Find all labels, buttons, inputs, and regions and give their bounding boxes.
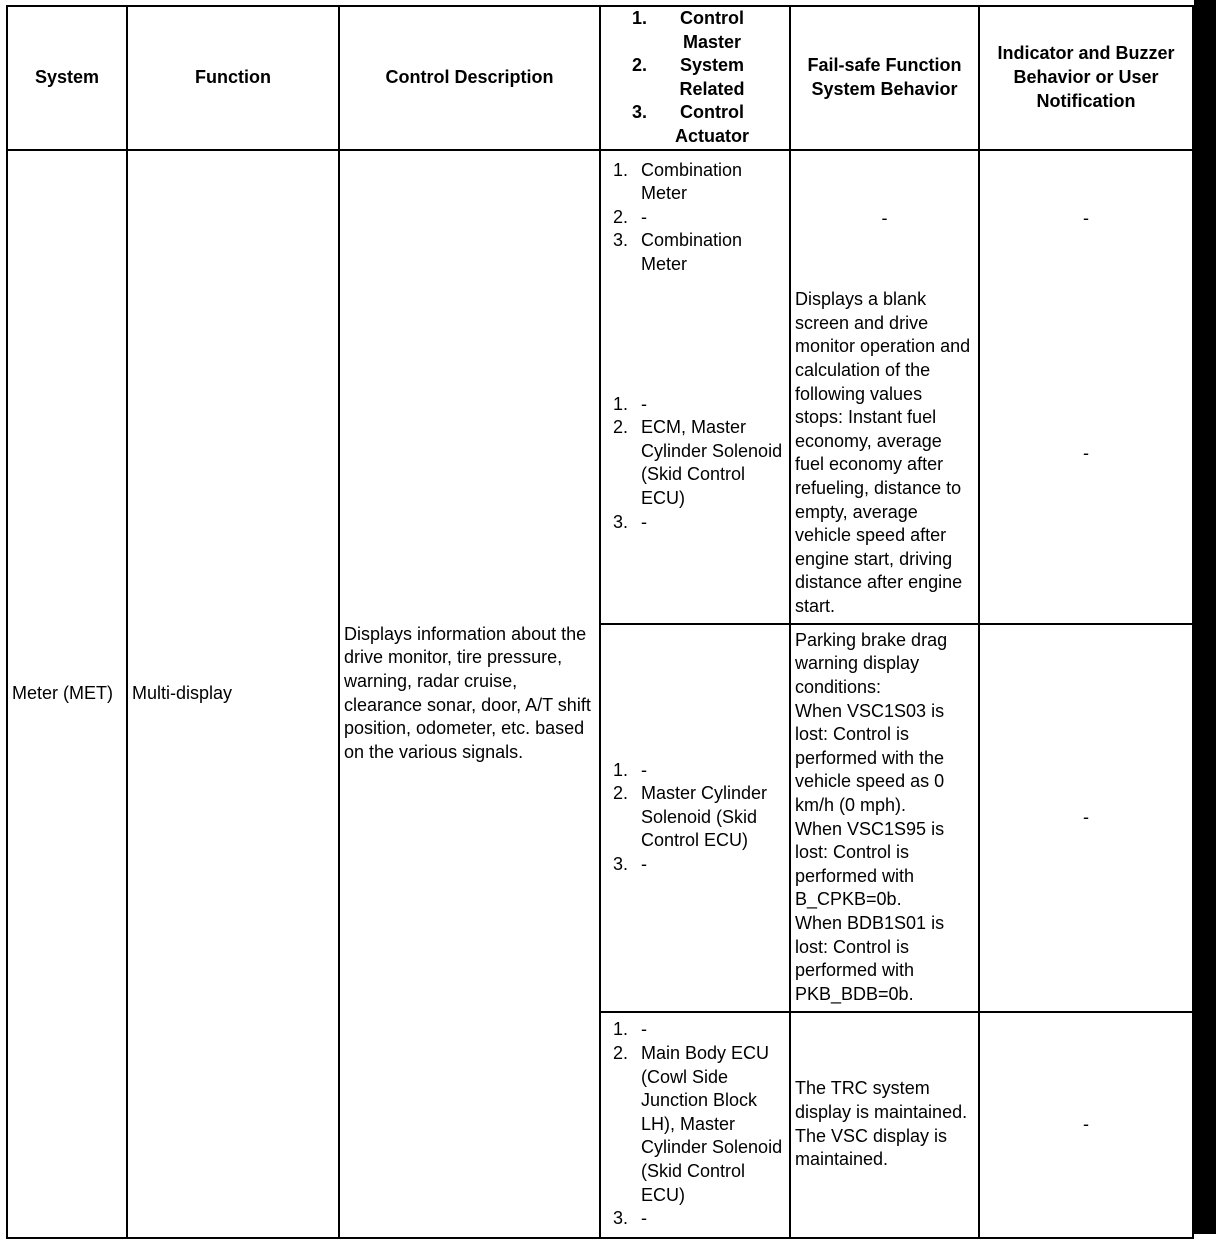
fail-safe-2-line-2: When VSC1S03 is lost: Control is performed with the vehicle speed as 0 km/h (0 mph). xyxy=(795,700,945,815)
right-edge-bar xyxy=(1194,0,1216,1234)
list-item: 1. Combination Meter xyxy=(613,159,743,204)
fail-safe-2-line-1: Parking brake drag warning display conditions: xyxy=(795,629,948,697)
header-item-2: 2. System Related xyxy=(631,55,745,99)
header-item-1: 1. Control Master xyxy=(631,8,744,52)
fail-safe-2-line-4: When BDB1S01 is lost: Control is performed with PKB_BDB=0b. xyxy=(795,912,945,1004)
header-control-description: Control Description xyxy=(339,6,600,150)
cell-control-master-1 xyxy=(600,150,790,624)
list-1a xyxy=(605,159,785,277)
fail-safe-2-line-3: When VSC1S95 is lost: Control is performed with B_CPKB=0b. xyxy=(795,818,945,910)
header-item-3: 3. Control Actuator xyxy=(631,102,749,146)
header-control-master xyxy=(600,6,790,150)
indicator-1a: - xyxy=(1083,207,1089,228)
header-function: Function xyxy=(127,6,339,150)
cell-control-description: Displays information about the drive monitor, tire pressure, warning, radar cruise, clearance sonar, door, A/T shift position, odometer, etc. based on the various signals. xyxy=(339,150,600,1238)
cell-function: Multi-display xyxy=(127,150,339,1238)
header-indicator: Indicator and Buzzer Behavior or User Notification xyxy=(979,6,1193,150)
fail-safe-3-line-2: The VSC display is maintained. xyxy=(795,1125,948,1170)
cell-control-master-3 xyxy=(600,1012,790,1238)
list-item: 3. Combination Meter xyxy=(613,230,743,274)
cell-system: Meter (MET) xyxy=(7,150,127,1238)
list-item: 3. - xyxy=(613,511,647,532)
cell-indicator-1 xyxy=(979,150,1193,624)
header-row xyxy=(7,6,1193,150)
list-item: 2. ECM, Master Cylinder Solenoid (Skid Control ECU) xyxy=(613,417,783,508)
cell-control-master-2 xyxy=(600,624,790,1012)
cell-indicator-2: - xyxy=(979,624,1193,1012)
list-item: 1. - xyxy=(613,393,647,414)
indicator-1b: - xyxy=(1083,443,1089,464)
header-control-master-list xyxy=(605,7,785,149)
list-item: 3. - xyxy=(613,1208,647,1229)
cell-fail-safe-1 xyxy=(790,150,979,624)
header-system: System xyxy=(7,6,127,150)
list-item: 2. Master Cylinder Solenoid (Skid Control ECU) xyxy=(613,783,768,851)
table-row xyxy=(7,150,1193,624)
list-3 xyxy=(605,1018,785,1230)
fail-safe-1b: Displays a blank screen and drive monitor operation and calculation of the following values stops: Instant fuel economy, average fuel economy after refueling, distance to empty, average vehicle speed after engine start, driving distance after engine start. xyxy=(795,289,971,616)
list-item: 1. - xyxy=(613,1019,647,1040)
list-item: 2. - xyxy=(613,206,647,227)
cell-indicator-3: - xyxy=(979,1012,1193,1238)
cell-fail-safe-2 xyxy=(790,624,979,1012)
list-2 xyxy=(605,759,785,877)
list-1b xyxy=(605,393,785,535)
fail-safe-1a: - xyxy=(881,207,888,228)
list-item: 1. - xyxy=(613,759,647,780)
header-fail-safe: Fail-safe Function System Behavior xyxy=(790,6,979,150)
list-item: 3. - xyxy=(613,853,647,874)
list-item: 2. Main Body ECU (Cowl Side Junction Block LH), Master Cylinder Solenoid (Skid Control ECU) xyxy=(613,1042,783,1205)
cell-fail-safe-3 xyxy=(790,1012,979,1238)
fail-safe-table xyxy=(6,5,1194,1239)
fail-safe-3-line-1: The TRC system display is maintained. xyxy=(795,1078,968,1122)
